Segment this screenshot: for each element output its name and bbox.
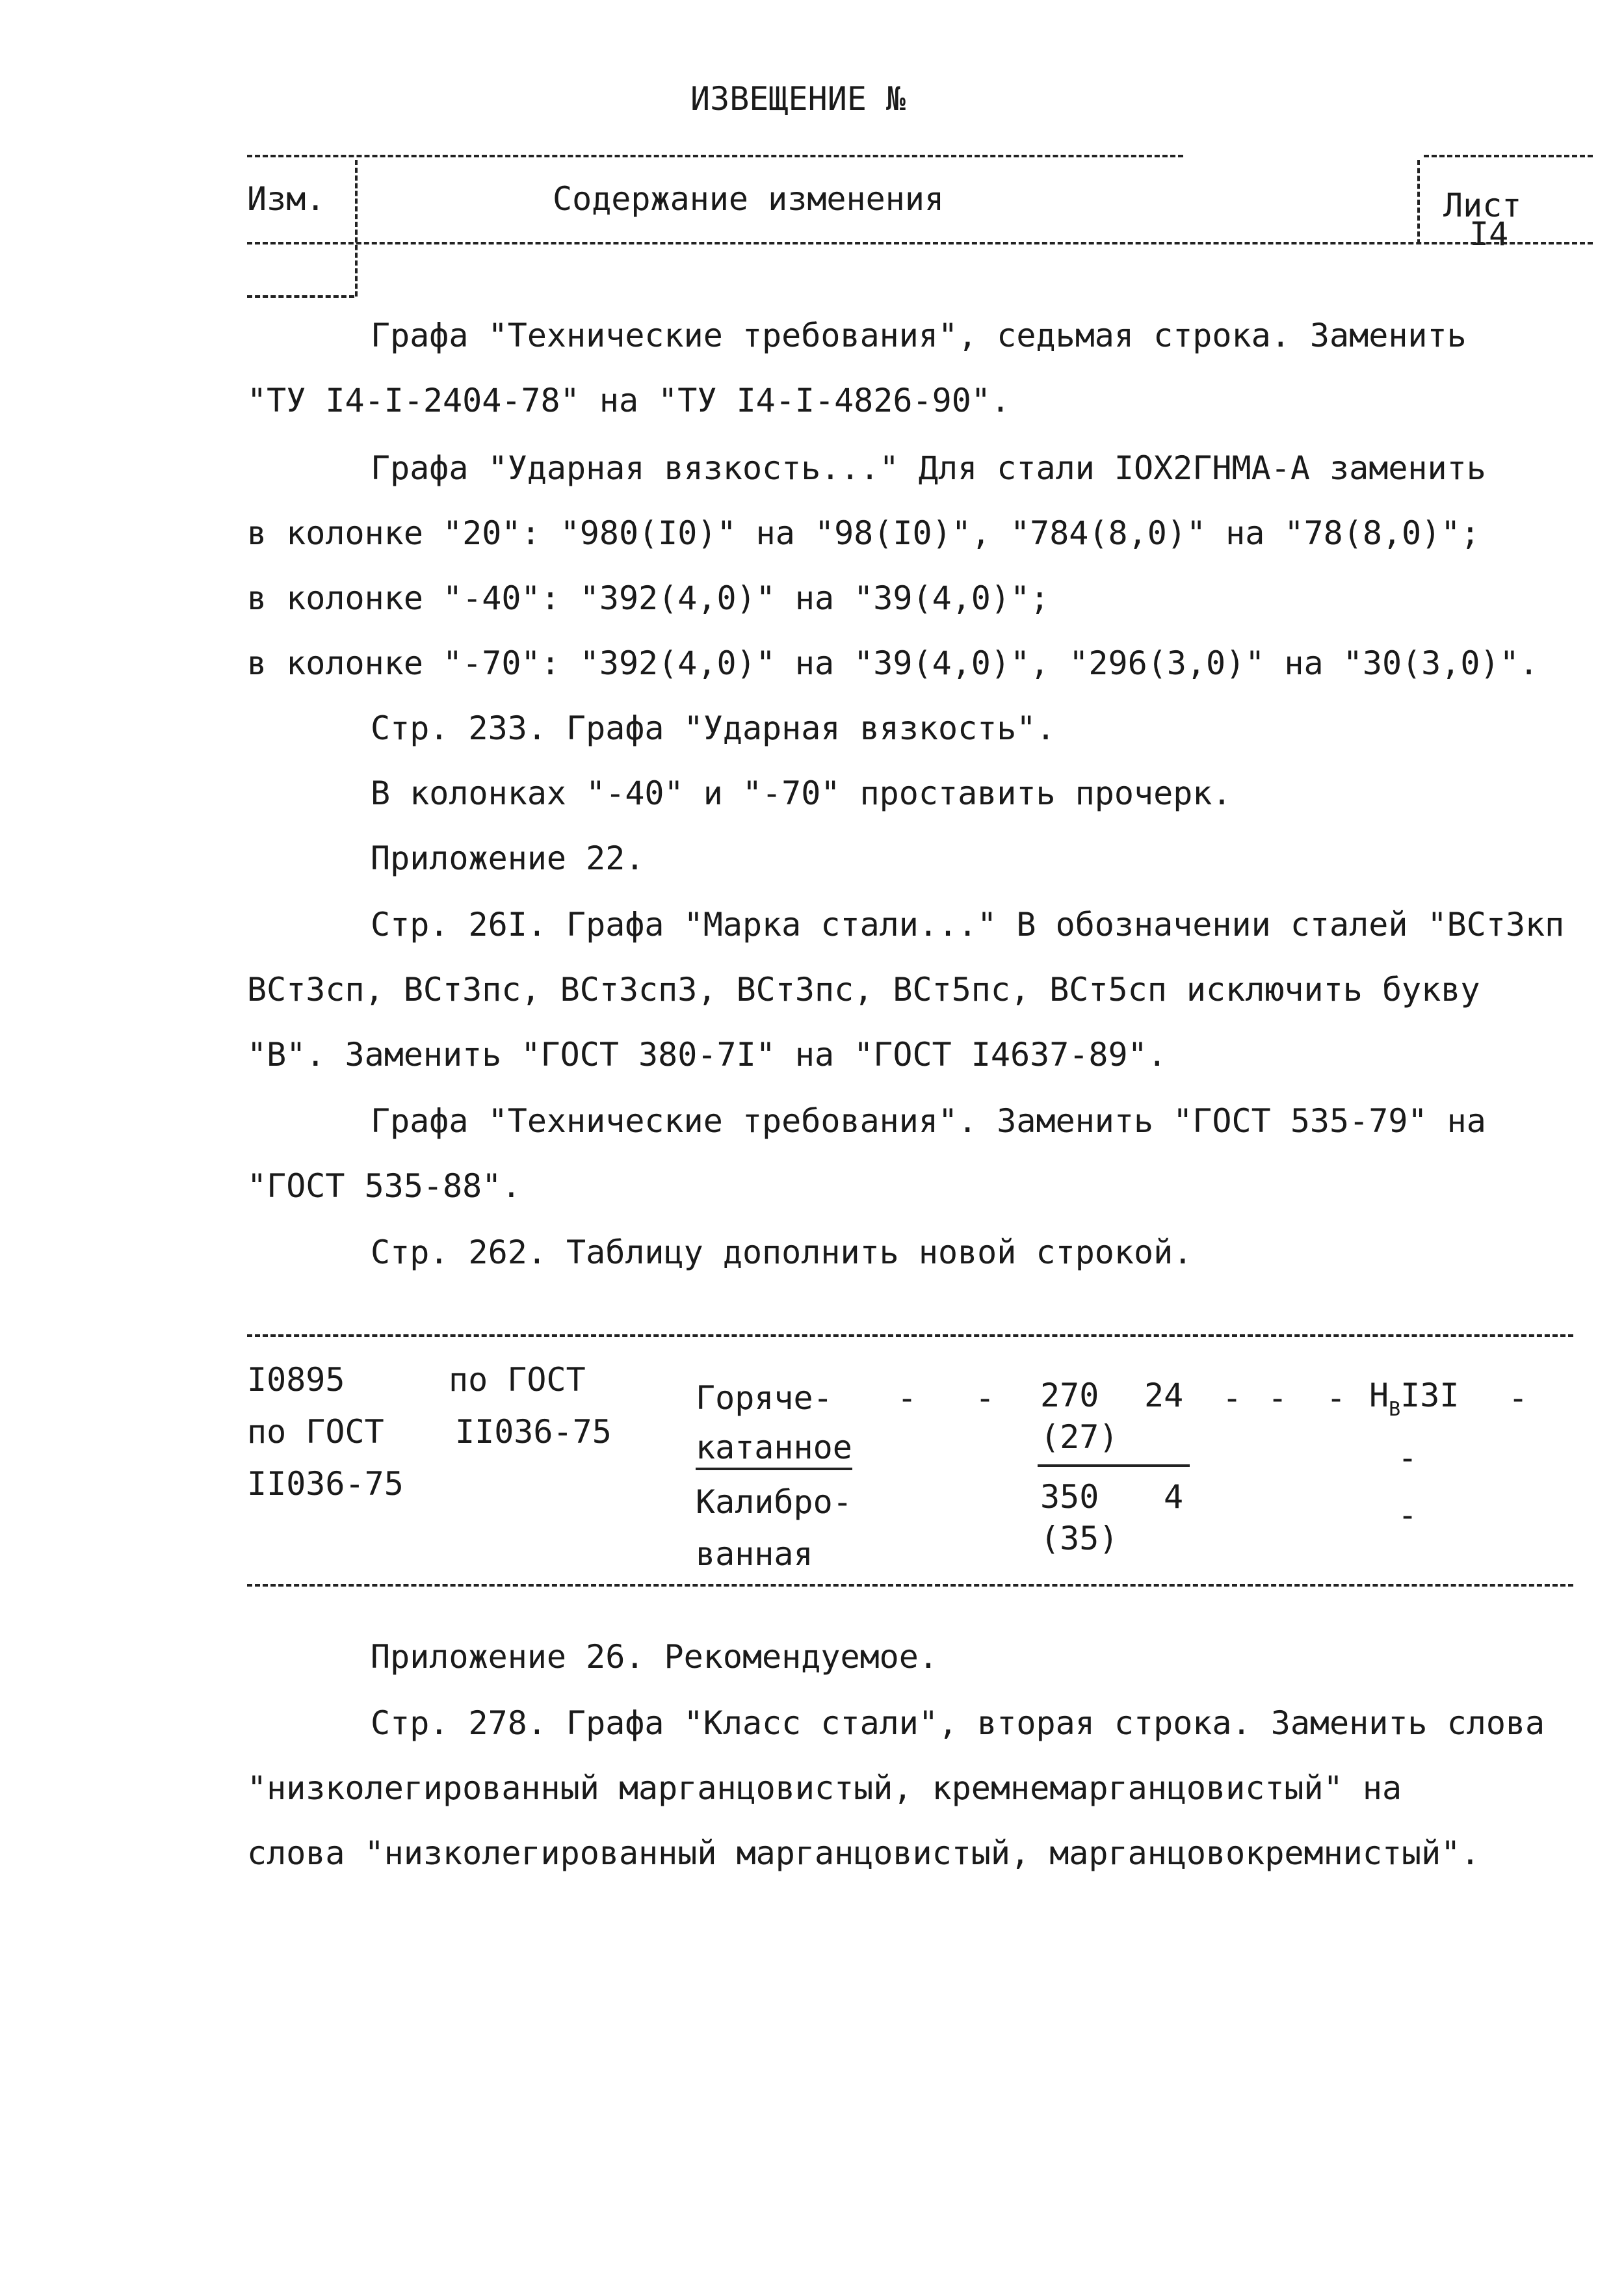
table-cell-condition: Калибро- (696, 1483, 852, 1521)
table-cell-dash: - (1398, 1496, 1418, 1534)
body-line: Графа "Технические требования". Заменить "ГОСТ 535-79" на (371, 1102, 1486, 1140)
body-line: Графа "Технические требования", седьмая строка. Заменить (371, 317, 1467, 354)
condition-hot-rolled-underlined: катанное (696, 1429, 852, 1470)
table-cell-dash: - (1268, 1379, 1288, 1417)
table-cell-standard: II036-75 (455, 1413, 612, 1451)
body-line: "ТУ I4-I-2404-78" на "ТУ I4-I-4826-90". (247, 382, 1010, 419)
table-cell-grade: по ГОСТ (247, 1413, 384, 1451)
body-line: Приложение 22. (371, 839, 645, 877)
body-line: Стр. 278. Графа "Класс стали", вторая строка. Заменить слова (371, 1704, 1545, 1742)
header-bottom-rule (247, 242, 1593, 244)
table-cell-condition: Горяче- (696, 1379, 833, 1417)
table-cell-dash: - (1326, 1379, 1346, 1417)
table-cell-strength: 270 (1040, 1377, 1099, 1414)
table-cell-dash: - (897, 1379, 917, 1417)
column-izm: Изм. (247, 180, 326, 218)
body-line: "В". Заменить "ГОСТ 380-7I" на "ГОСТ I4637-89". (247, 1036, 1167, 1074)
table-cell-hardness (1369, 1376, 1459, 1420)
body-line: "ГОСТ 535-88". (247, 1167, 521, 1205)
table-cell-dash: - (1508, 1379, 1528, 1417)
hardness-value: I3I (1400, 1377, 1460, 1414)
table-cell-dash: - (1398, 1439, 1418, 1477)
body-line: Графа "Ударная вязкость..." Для стали IOX2ГНМА-А заменить (371, 449, 1486, 487)
hardness-subscript: В (1389, 1398, 1401, 1421)
table-cell-strength: (35) (1040, 1520, 1119, 1557)
header-top-rule-right (1424, 155, 1593, 157)
table-cell-grade: II036-75 (247, 1465, 404, 1503)
hardness-symbol: Н (1369, 1377, 1389, 1414)
body-line: В колонках "-40" и "-70" проставить прочерк. (371, 774, 1232, 812)
table-cell-grade: I0895 (247, 1361, 345, 1399)
header-divider-right (1417, 160, 1420, 244)
table-cell-standard: по ГОСТ (449, 1361, 586, 1399)
body-line: слова "низколегированный марганцовистый, марганцовокремнистый". (247, 1834, 1480, 1872)
table-cell-condition (696, 1428, 852, 1467)
body-line: в колонке "20": "980(I0)" на "98(I0)", "784(8,0)" на "78(8,0)"; (247, 514, 1480, 552)
body-line: Стр. 26I. Графа "Марка стали..." В обозначении сталей "ВСт3кп (371, 906, 1565, 944)
column-sheet-label: Лист (1443, 187, 1522, 224)
table-value-divider (1038, 1464, 1190, 1467)
body-line: "низколегированный марганцовистый, кремнемарганцовистый" на (247, 1769, 1402, 1807)
body-line: Стр. 262. Таблицу дополнить новой строкой. (371, 1234, 1193, 1271)
table-top-rule (247, 1334, 1573, 1337)
table-cell-condition: ванная (696, 1535, 813, 1573)
notice-title: ИЗВЕЩЕНИЕ № (690, 80, 906, 118)
table-cell-strength: 350 (1040, 1478, 1099, 1516)
column-content: Содержание изменения (553, 180, 945, 218)
body-line: Стр. 233. Графа "Ударная вязкость". (371, 709, 1056, 747)
header-top-rule (247, 155, 1183, 157)
table-cell-elongation: 4 (1164, 1478, 1184, 1516)
column-sheet-value: I4 (1469, 215, 1509, 253)
table-cell-dash: - (975, 1379, 995, 1417)
table-cell-dash: - (1222, 1379, 1242, 1417)
body-line: ВСт3сп, ВСт3пс, ВСт3сп3, ВСт3пс, ВСт5пс, ВСт5сп исключить букву (247, 971, 1480, 1009)
table-cell-strength: (27) (1040, 1418, 1119, 1456)
body-line: Приложение 26. Рекомендуемое. (371, 1638, 938, 1676)
body-line: в колонке "-70": "392(4,0)" на "39(4,0)", "296(3,0)" на "30(3,0)". (247, 644, 1539, 682)
body-line: в колонке "-40": "392(4,0)" на "39(4,0)"; (247, 579, 1050, 617)
header-izm-rule (247, 295, 354, 298)
table-bottom-rule (247, 1584, 1573, 1587)
header-divider-left (355, 160, 358, 297)
table-cell-elongation: 24 (1144, 1377, 1184, 1414)
